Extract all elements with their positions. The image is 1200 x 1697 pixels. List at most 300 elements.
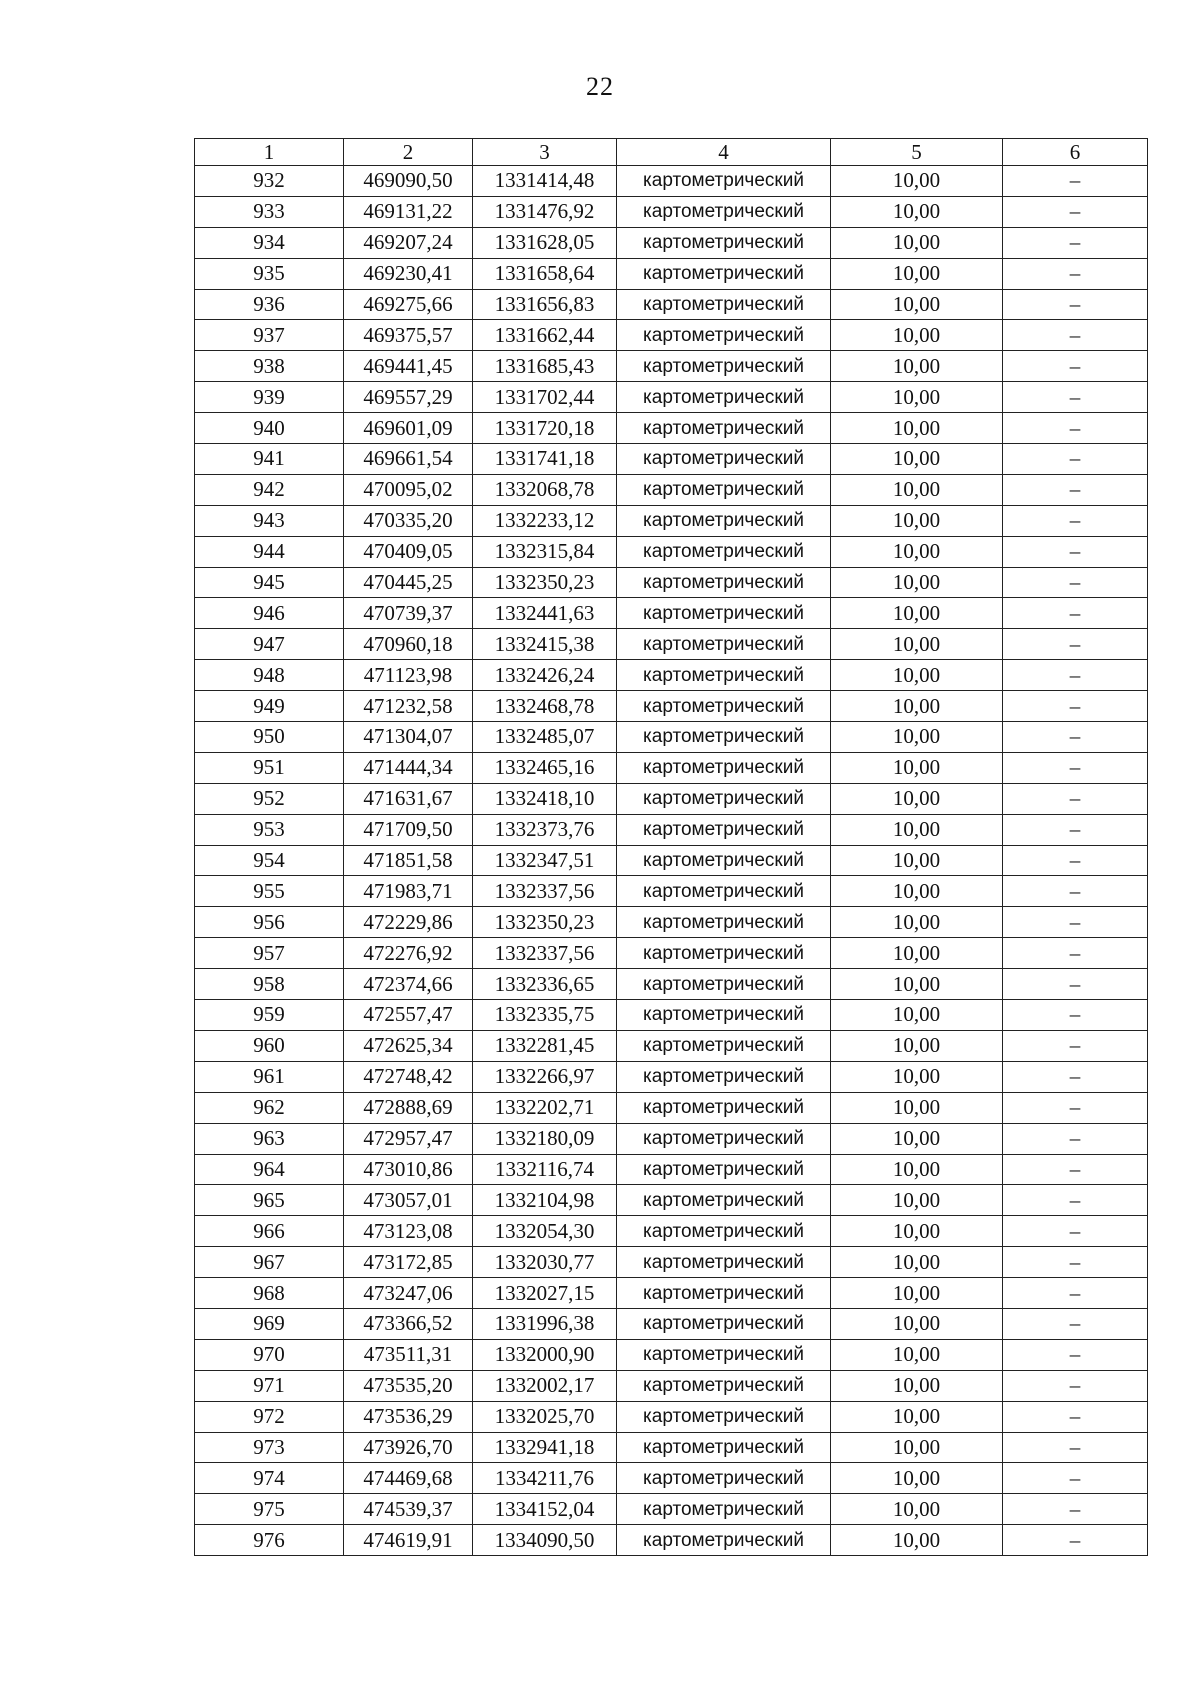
table-row bbox=[195, 660, 1148, 691]
y-coordinate-cell: 1332441,63 bbox=[473, 598, 617, 629]
note-cell: – bbox=[1003, 907, 1148, 938]
y-coordinate-cell: 1331685,43 bbox=[473, 351, 617, 382]
point-number-cell: 962 bbox=[195, 1092, 344, 1123]
x-coordinate-cell: 471123,98 bbox=[344, 660, 473, 691]
accuracy-cell: 10,00 bbox=[831, 876, 1003, 907]
x-coordinate-cell: 473536,29 bbox=[344, 1401, 473, 1432]
point-number-cell: 965 bbox=[195, 1185, 344, 1216]
column-header: 1 bbox=[195, 139, 344, 166]
method-cell: картометрический bbox=[617, 1401, 831, 1432]
note-cell: – bbox=[1003, 722, 1148, 753]
point-number-cell: 939 bbox=[195, 382, 344, 413]
note-cell: – bbox=[1003, 1154, 1148, 1185]
x-coordinate-cell: 472748,42 bbox=[344, 1061, 473, 1092]
method-cell: картометрический bbox=[617, 783, 831, 814]
point-number-cell: 932 bbox=[195, 166, 344, 197]
accuracy-cell: 10,00 bbox=[831, 1000, 1003, 1031]
table-row bbox=[195, 1247, 1148, 1278]
point-number-cell: 971 bbox=[195, 1370, 344, 1401]
method-cell: картометрический bbox=[617, 969, 831, 1000]
table-row bbox=[195, 1123, 1148, 1154]
note-cell: – bbox=[1003, 413, 1148, 444]
table-row bbox=[195, 1092, 1148, 1123]
x-coordinate-cell: 469557,29 bbox=[344, 382, 473, 413]
x-coordinate-cell: 469275,66 bbox=[344, 289, 473, 320]
x-coordinate-cell: 473511,31 bbox=[344, 1339, 473, 1370]
point-number-cell: 936 bbox=[195, 289, 344, 320]
x-coordinate-cell: 473172,85 bbox=[344, 1247, 473, 1278]
note-cell: – bbox=[1003, 1401, 1148, 1432]
point-number-cell: 946 bbox=[195, 598, 344, 629]
accuracy-cell: 10,00 bbox=[831, 1216, 1003, 1247]
y-coordinate-cell: 1332418,10 bbox=[473, 783, 617, 814]
method-cell: картометрический bbox=[617, 1154, 831, 1185]
accuracy-cell: 10,00 bbox=[831, 1463, 1003, 1494]
point-number-cell: 963 bbox=[195, 1123, 344, 1154]
x-coordinate-cell: 473057,01 bbox=[344, 1185, 473, 1216]
y-coordinate-cell: 1332000,90 bbox=[473, 1339, 617, 1370]
method-cell: картометрический bbox=[617, 845, 831, 876]
method-cell: картометрический bbox=[617, 505, 831, 536]
accuracy-cell: 10,00 bbox=[831, 1432, 1003, 1463]
column-header: 6 bbox=[1003, 139, 1148, 166]
note-cell: – bbox=[1003, 351, 1148, 382]
x-coordinate-cell: 473366,52 bbox=[344, 1308, 473, 1339]
table-row bbox=[195, 1278, 1148, 1309]
accuracy-cell: 10,00 bbox=[831, 1339, 1003, 1370]
y-coordinate-cell: 1332266,97 bbox=[473, 1061, 617, 1092]
y-coordinate-cell: 1332415,38 bbox=[473, 629, 617, 660]
method-cell: картометрический bbox=[617, 536, 831, 567]
x-coordinate-cell: 472276,92 bbox=[344, 938, 473, 969]
note-cell: – bbox=[1003, 752, 1148, 783]
x-coordinate-cell: 471304,07 bbox=[344, 722, 473, 753]
note-cell: – bbox=[1003, 876, 1148, 907]
method-cell: картометрический bbox=[617, 1370, 831, 1401]
method-cell: картометрический bbox=[617, 444, 831, 475]
method-cell: картометрический bbox=[617, 1525, 831, 1556]
table-row bbox=[195, 907, 1148, 938]
x-coordinate-cell: 471983,71 bbox=[344, 876, 473, 907]
accuracy-cell: 10,00 bbox=[831, 1308, 1003, 1339]
note-cell: – bbox=[1003, 196, 1148, 227]
point-number-cell: 953 bbox=[195, 814, 344, 845]
method-cell: картометрический bbox=[617, 320, 831, 351]
x-coordinate-cell: 469441,45 bbox=[344, 351, 473, 382]
method-cell: картометрический bbox=[617, 1432, 831, 1463]
y-coordinate-cell: 1331658,64 bbox=[473, 258, 617, 289]
table-row bbox=[195, 783, 1148, 814]
note-cell: – bbox=[1003, 1000, 1148, 1031]
point-number-cell: 938 bbox=[195, 351, 344, 382]
table-row bbox=[195, 289, 1148, 320]
method-cell: картометрический bbox=[617, 289, 831, 320]
note-cell: – bbox=[1003, 258, 1148, 289]
y-coordinate-cell: 1332468,78 bbox=[473, 691, 617, 722]
accuracy-cell: 10,00 bbox=[831, 289, 1003, 320]
table-row bbox=[195, 382, 1148, 413]
accuracy-cell: 10,00 bbox=[831, 629, 1003, 660]
y-coordinate-cell: 1331741,18 bbox=[473, 444, 617, 475]
method-cell: картометрический bbox=[617, 1494, 831, 1525]
y-coordinate-cell: 1331414,48 bbox=[473, 166, 617, 197]
method-cell: картометрический bbox=[617, 227, 831, 258]
column-header: 5 bbox=[831, 139, 1003, 166]
accuracy-cell: 10,00 bbox=[831, 907, 1003, 938]
note-cell: – bbox=[1003, 629, 1148, 660]
point-number-cell: 948 bbox=[195, 660, 344, 691]
note-cell: – bbox=[1003, 1216, 1148, 1247]
method-cell: картометрический bbox=[617, 351, 831, 382]
point-number-cell: 967 bbox=[195, 1247, 344, 1278]
point-number-cell: 968 bbox=[195, 1278, 344, 1309]
y-coordinate-cell: 1334090,50 bbox=[473, 1525, 617, 1556]
point-number-cell: 964 bbox=[195, 1154, 344, 1185]
point-number-cell: 934 bbox=[195, 227, 344, 258]
y-coordinate-cell: 1332465,16 bbox=[473, 752, 617, 783]
accuracy-cell: 10,00 bbox=[831, 320, 1003, 351]
accuracy-cell: 10,00 bbox=[831, 752, 1003, 783]
y-coordinate-cell: 1332027,15 bbox=[473, 1278, 617, 1309]
method-cell: картометрический bbox=[617, 258, 831, 289]
accuracy-cell: 10,00 bbox=[831, 351, 1003, 382]
accuracy-cell: 10,00 bbox=[831, 938, 1003, 969]
table-row bbox=[195, 1308, 1148, 1339]
method-cell: картометрический bbox=[617, 196, 831, 227]
y-coordinate-cell: 1332336,65 bbox=[473, 969, 617, 1000]
accuracy-cell: 10,00 bbox=[831, 660, 1003, 691]
point-number-cell: 972 bbox=[195, 1401, 344, 1432]
point-number-cell: 951 bbox=[195, 752, 344, 783]
method-cell: картометрический bbox=[617, 567, 831, 598]
y-coordinate-cell: 1332373,76 bbox=[473, 814, 617, 845]
y-coordinate-cell: 1331702,44 bbox=[473, 382, 617, 413]
y-coordinate-cell: 1332068,78 bbox=[473, 474, 617, 505]
point-number-cell: 957 bbox=[195, 938, 344, 969]
table-row bbox=[195, 1216, 1148, 1247]
method-cell: картометрический bbox=[617, 722, 831, 753]
note-cell: – bbox=[1003, 166, 1148, 197]
x-coordinate-cell: 472888,69 bbox=[344, 1092, 473, 1123]
table-row bbox=[195, 1061, 1148, 1092]
y-coordinate-cell: 1332485,07 bbox=[473, 722, 617, 753]
method-cell: картометрический bbox=[617, 1216, 831, 1247]
header-row bbox=[195, 139, 1148, 166]
x-coordinate-cell: 469131,22 bbox=[344, 196, 473, 227]
accuracy-cell: 10,00 bbox=[831, 474, 1003, 505]
accuracy-cell: 10,00 bbox=[831, 1401, 1003, 1432]
table-row bbox=[195, 814, 1148, 845]
accuracy-cell: 10,00 bbox=[831, 1061, 1003, 1092]
y-coordinate-cell: 1332002,17 bbox=[473, 1370, 617, 1401]
table-row bbox=[195, 505, 1148, 536]
y-coordinate-cell: 1331656,83 bbox=[473, 289, 617, 320]
method-cell: картометрический bbox=[617, 1030, 831, 1061]
point-number-cell: 942 bbox=[195, 474, 344, 505]
note-cell: – bbox=[1003, 1463, 1148, 1494]
point-number-cell: 940 bbox=[195, 413, 344, 444]
x-coordinate-cell: 473535,20 bbox=[344, 1370, 473, 1401]
x-coordinate-cell: 473247,06 bbox=[344, 1278, 473, 1309]
x-coordinate-cell: 469207,24 bbox=[344, 227, 473, 258]
note-cell: – bbox=[1003, 1432, 1148, 1463]
y-coordinate-cell: 1332350,23 bbox=[473, 567, 617, 598]
y-coordinate-cell: 1332030,77 bbox=[473, 1247, 617, 1278]
table-row bbox=[195, 444, 1148, 475]
method-cell: картометрический bbox=[617, 413, 831, 444]
table-row bbox=[195, 1339, 1148, 1370]
table-row bbox=[195, 1370, 1148, 1401]
point-number-cell: 956 bbox=[195, 907, 344, 938]
table-row bbox=[195, 969, 1148, 1000]
accuracy-cell: 10,00 bbox=[831, 444, 1003, 475]
method-cell: картометрический bbox=[617, 1247, 831, 1278]
method-cell: картометрический bbox=[617, 660, 831, 691]
x-coordinate-cell: 472957,47 bbox=[344, 1123, 473, 1154]
y-coordinate-cell: 1332347,51 bbox=[473, 845, 617, 876]
note-cell: – bbox=[1003, 1370, 1148, 1401]
x-coordinate-cell: 471709,50 bbox=[344, 814, 473, 845]
table-row bbox=[195, 166, 1148, 197]
method-cell: картометрический bbox=[617, 166, 831, 197]
method-cell: картометрический bbox=[617, 1339, 831, 1370]
accuracy-cell: 10,00 bbox=[831, 1278, 1003, 1309]
method-cell: картометрический bbox=[617, 1092, 831, 1123]
accuracy-cell: 10,00 bbox=[831, 845, 1003, 876]
point-number-cell: 935 bbox=[195, 258, 344, 289]
note-cell: – bbox=[1003, 691, 1148, 722]
note-cell: – bbox=[1003, 320, 1148, 351]
method-cell: картометрический bbox=[617, 1278, 831, 1309]
accuracy-cell: 10,00 bbox=[831, 413, 1003, 444]
point-number-cell: 970 bbox=[195, 1339, 344, 1370]
point-number-cell: 960 bbox=[195, 1030, 344, 1061]
method-cell: картометрический bbox=[617, 598, 831, 629]
method-cell: картометрический bbox=[617, 907, 831, 938]
point-number-cell: 961 bbox=[195, 1061, 344, 1092]
table-row bbox=[195, 1401, 1148, 1432]
table-row bbox=[195, 196, 1148, 227]
x-coordinate-cell: 469230,41 bbox=[344, 258, 473, 289]
x-coordinate-cell: 471232,58 bbox=[344, 691, 473, 722]
method-cell: картометрический bbox=[617, 1000, 831, 1031]
method-cell: картометрический bbox=[617, 1061, 831, 1092]
accuracy-cell: 10,00 bbox=[831, 382, 1003, 413]
table-row bbox=[195, 598, 1148, 629]
accuracy-cell: 10,00 bbox=[831, 1370, 1003, 1401]
x-coordinate-cell: 469090,50 bbox=[344, 166, 473, 197]
accuracy-cell: 10,00 bbox=[831, 227, 1003, 258]
note-cell: – bbox=[1003, 444, 1148, 475]
accuracy-cell: 10,00 bbox=[831, 1185, 1003, 1216]
coordinates-table bbox=[194, 138, 1148, 1556]
table-row bbox=[195, 1494, 1148, 1525]
accuracy-cell: 10,00 bbox=[831, 536, 1003, 567]
point-number-cell: 933 bbox=[195, 196, 344, 227]
note-cell: – bbox=[1003, 227, 1148, 258]
y-coordinate-cell: 1332315,84 bbox=[473, 536, 617, 567]
accuracy-cell: 10,00 bbox=[831, 598, 1003, 629]
y-coordinate-cell: 1332337,56 bbox=[473, 876, 617, 907]
note-cell: – bbox=[1003, 474, 1148, 505]
table-row bbox=[195, 413, 1148, 444]
method-cell: картометрический bbox=[617, 938, 831, 969]
table-row bbox=[195, 1154, 1148, 1185]
y-coordinate-cell: 1332180,09 bbox=[473, 1123, 617, 1154]
x-coordinate-cell: 469375,57 bbox=[344, 320, 473, 351]
method-cell: картометрический bbox=[617, 474, 831, 505]
point-number-cell: 950 bbox=[195, 722, 344, 753]
y-coordinate-cell: 1332025,70 bbox=[473, 1401, 617, 1432]
accuracy-cell: 10,00 bbox=[831, 1030, 1003, 1061]
x-coordinate-cell: 473010,86 bbox=[344, 1154, 473, 1185]
x-coordinate-cell: 474619,91 bbox=[344, 1525, 473, 1556]
accuracy-cell: 10,00 bbox=[831, 166, 1003, 197]
point-number-cell: 955 bbox=[195, 876, 344, 907]
method-cell: картометрический bbox=[617, 629, 831, 660]
table-header bbox=[195, 139, 1148, 166]
y-coordinate-cell: 1332426,24 bbox=[473, 660, 617, 691]
table-row bbox=[195, 567, 1148, 598]
y-coordinate-cell: 1332941,18 bbox=[473, 1432, 617, 1463]
note-cell: – bbox=[1003, 536, 1148, 567]
table-row bbox=[195, 227, 1148, 258]
table-row bbox=[195, 1030, 1148, 1061]
y-coordinate-cell: 1331720,18 bbox=[473, 413, 617, 444]
accuracy-cell: 10,00 bbox=[831, 783, 1003, 814]
accuracy-cell: 10,00 bbox=[831, 814, 1003, 845]
x-coordinate-cell: 473123,08 bbox=[344, 1216, 473, 1247]
point-number-cell: 941 bbox=[195, 444, 344, 475]
note-cell: – bbox=[1003, 1092, 1148, 1123]
table-row bbox=[195, 258, 1148, 289]
point-number-cell: 949 bbox=[195, 691, 344, 722]
column-header: 2 bbox=[344, 139, 473, 166]
point-number-cell: 945 bbox=[195, 567, 344, 598]
x-coordinate-cell: 470409,05 bbox=[344, 536, 473, 567]
accuracy-cell: 10,00 bbox=[831, 1494, 1003, 1525]
y-coordinate-cell: 1332104,98 bbox=[473, 1185, 617, 1216]
x-coordinate-cell: 470739,37 bbox=[344, 598, 473, 629]
accuracy-cell: 10,00 bbox=[831, 969, 1003, 1000]
x-coordinate-cell: 470445,25 bbox=[344, 567, 473, 598]
note-cell: – bbox=[1003, 1123, 1148, 1154]
method-cell: картометрический bbox=[617, 691, 831, 722]
method-cell: картометрический bbox=[617, 1463, 831, 1494]
table-row bbox=[195, 691, 1148, 722]
note-cell: – bbox=[1003, 1339, 1148, 1370]
point-number-cell: 947 bbox=[195, 629, 344, 660]
note-cell: – bbox=[1003, 289, 1148, 320]
y-coordinate-cell: 1331628,05 bbox=[473, 227, 617, 258]
point-number-cell: 976 bbox=[195, 1525, 344, 1556]
x-coordinate-cell: 472374,66 bbox=[344, 969, 473, 1000]
x-coordinate-cell: 471631,67 bbox=[344, 783, 473, 814]
y-coordinate-cell: 1332233,12 bbox=[473, 505, 617, 536]
note-cell: – bbox=[1003, 567, 1148, 598]
point-number-cell: 973 bbox=[195, 1432, 344, 1463]
x-coordinate-cell: 472557,47 bbox=[344, 1000, 473, 1031]
x-coordinate-cell: 470095,02 bbox=[344, 474, 473, 505]
x-coordinate-cell: 469601,09 bbox=[344, 413, 473, 444]
x-coordinate-cell: 474469,68 bbox=[344, 1463, 473, 1494]
method-cell: картометрический bbox=[617, 1185, 831, 1216]
column-header: 3 bbox=[473, 139, 617, 166]
note-cell: – bbox=[1003, 1061, 1148, 1092]
accuracy-cell: 10,00 bbox=[831, 722, 1003, 753]
table-row bbox=[195, 1432, 1148, 1463]
table-row bbox=[195, 938, 1148, 969]
note-cell: – bbox=[1003, 1247, 1148, 1278]
accuracy-cell: 10,00 bbox=[831, 1123, 1003, 1154]
y-coordinate-cell: 1332116,74 bbox=[473, 1154, 617, 1185]
note-cell: – bbox=[1003, 845, 1148, 876]
y-coordinate-cell: 1331662,44 bbox=[473, 320, 617, 351]
table-row bbox=[195, 1000, 1148, 1031]
y-coordinate-cell: 1332337,56 bbox=[473, 938, 617, 969]
y-coordinate-cell: 1331476,92 bbox=[473, 196, 617, 227]
note-cell: – bbox=[1003, 938, 1148, 969]
point-number-cell: 966 bbox=[195, 1216, 344, 1247]
x-coordinate-cell: 474539,37 bbox=[344, 1494, 473, 1525]
note-cell: – bbox=[1003, 1030, 1148, 1061]
y-coordinate-cell: 1332350,23 bbox=[473, 907, 617, 938]
point-number-cell: 937 bbox=[195, 320, 344, 351]
x-coordinate-cell: 470335,20 bbox=[344, 505, 473, 536]
point-number-cell: 952 bbox=[195, 783, 344, 814]
table-row bbox=[195, 752, 1148, 783]
y-coordinate-cell: 1332335,75 bbox=[473, 1000, 617, 1031]
table-row bbox=[195, 1185, 1148, 1216]
note-cell: – bbox=[1003, 814, 1148, 845]
accuracy-cell: 10,00 bbox=[831, 1154, 1003, 1185]
accuracy-cell: 10,00 bbox=[831, 567, 1003, 598]
x-coordinate-cell: 471444,34 bbox=[344, 752, 473, 783]
method-cell: картометрический bbox=[617, 1308, 831, 1339]
note-cell: – bbox=[1003, 1494, 1148, 1525]
table-row bbox=[195, 876, 1148, 907]
note-cell: – bbox=[1003, 505, 1148, 536]
y-coordinate-cell: 1332281,45 bbox=[473, 1030, 617, 1061]
table-row bbox=[195, 845, 1148, 876]
note-cell: – bbox=[1003, 1278, 1148, 1309]
method-cell: картометрический bbox=[617, 752, 831, 783]
y-coordinate-cell: 1332202,71 bbox=[473, 1092, 617, 1123]
accuracy-cell: 10,00 bbox=[831, 1247, 1003, 1278]
point-number-cell: 943 bbox=[195, 505, 344, 536]
point-number-cell: 954 bbox=[195, 845, 344, 876]
point-number-cell: 969 bbox=[195, 1308, 344, 1339]
method-cell: картометрический bbox=[617, 1123, 831, 1154]
x-coordinate-cell: 471851,58 bbox=[344, 845, 473, 876]
method-cell: картометрический bbox=[617, 382, 831, 413]
accuracy-cell: 10,00 bbox=[831, 505, 1003, 536]
x-coordinate-cell: 472229,86 bbox=[344, 907, 473, 938]
note-cell: – bbox=[1003, 783, 1148, 814]
table-row bbox=[195, 722, 1148, 753]
table-row bbox=[195, 629, 1148, 660]
note-cell: – bbox=[1003, 382, 1148, 413]
table-row bbox=[195, 1525, 1148, 1556]
note-cell: – bbox=[1003, 969, 1148, 1000]
table-row bbox=[195, 1463, 1148, 1494]
page-number: 22 bbox=[586, 72, 614, 101]
x-coordinate-cell: 473926,70 bbox=[344, 1432, 473, 1463]
method-cell: картометрический bbox=[617, 876, 831, 907]
point-number-cell: 959 bbox=[195, 1000, 344, 1031]
point-number-cell: 958 bbox=[195, 969, 344, 1000]
x-coordinate-cell: 472625,34 bbox=[344, 1030, 473, 1061]
